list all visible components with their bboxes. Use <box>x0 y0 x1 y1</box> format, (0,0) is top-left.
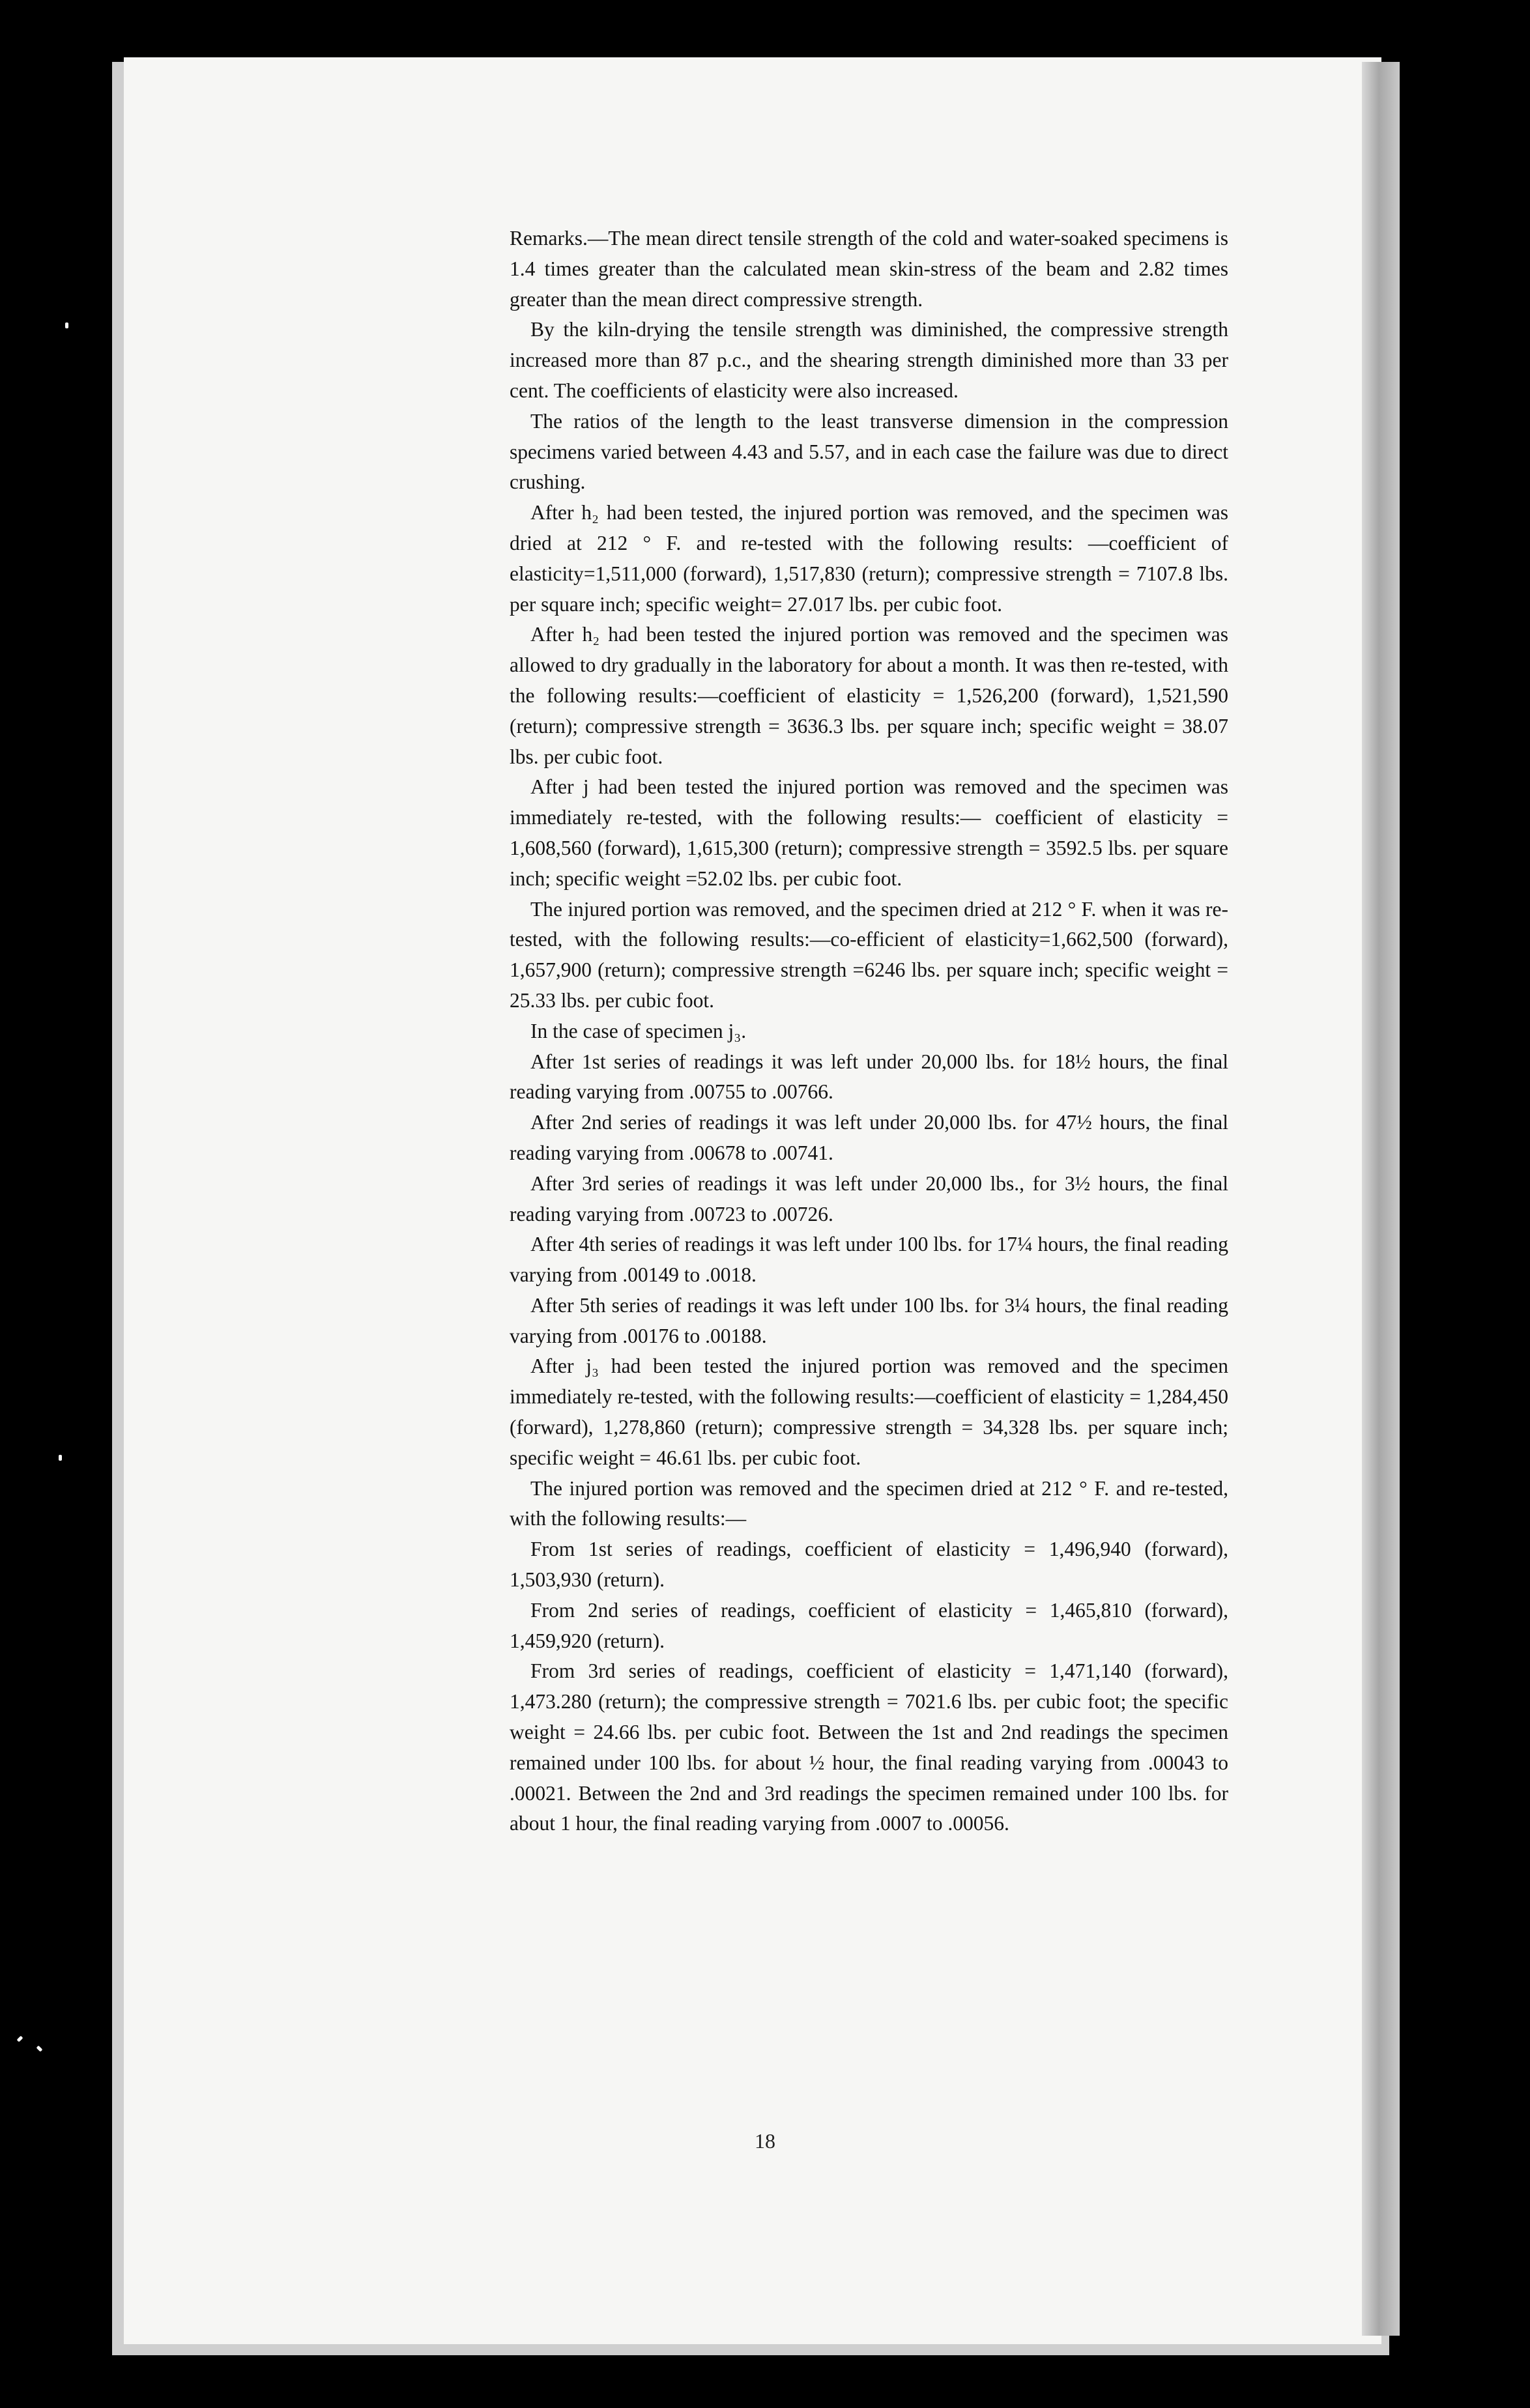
paragraph: The injured portion was removed, and the specimen dried at 212 ° F. when it was re-tested, with the following results:—co-efficient of elasticity=1,662,500 (forward), 1,657,900 (return); compressive strength =6246 lbs. per square inch; specific weight = 25.33 lbs. per cubic foot. <box>510 897 1228 1012</box>
scan-speck <box>17 2036 23 2042</box>
paragraph: From 1st series of readings, coefficient of elasticity = 1,496,940 (forward), 1,503,930 (return). <box>510 1538 1228 1592</box>
paragraph: After j₃ had been tested the injured portion was removed and the specimen immediately re-tested, with the following results:—coefficient of elasticity = 1,284,450 (forward), 1,278,860 (return); compressive strength = 34,328 lbs. per square inch; specific weight = 46.61 lbs. per cubic foot. <box>510 1354 1228 1469</box>
paragraph: After 1st series of readings it was left under 20,000 lbs. for 18½ hours, the final reading varying from .00755 to .00766. <box>510 1050 1228 1104</box>
paragraph: The ratios of the length to the least transverse dimension in the compression specimens varied between 4.43 and 5.57, and in each case the failure was due to direct crushing. <box>510 409 1228 494</box>
scan-speck <box>36 2046 43 2052</box>
paragraph: After h₂ had been tested the injured portion was removed and the specimen was allowed to dry gradually in the laboratory for about a month. It was then re-tested, with the following results:—coefficient of elasticity = 1,526,200 (forward), 1,521,590 (return); compressive strength = 3636.3 lbs. per square inch; specific weight = 38.07 lbs. per cubic foot. <box>510 623 1228 768</box>
paragraph: After 4th series of readings it was left under 100 lbs. for 17¼ hours, the final reading varying from .00149 to .0018. <box>510 1233 1228 1287</box>
paragraph: From 3rd series of readings, coefficient of elasticity = 1,471,140 (forward), 1,473.280 (return); the compressive strength = 7021.6 lbs. per cubic foot; the specific weight = 24.66 lbs. per cubic foot. Between the 1st and 2nd readings the specimen remained under 100 lbs. for about ½ hour, the final reading varying from .00043 to .00021. Between the 2nd and 3rd readings the specimen remained under 100 lbs. for about 1 hour, the final reading varying from .0007 to .00056. <box>510 1659 1228 1835</box>
paragraph-remarks: Remarks.—The mean direct tensile strength of the cold and water-soaked specimens is 1.4 times greater than the calculated mean skin-stress of the beam and 2.82 times greater than the mean direct compressive strength. <box>510 227 1228 311</box>
paragraph: After 3rd series of readings it was left under 20,000 lbs., for 3½ hours, the final reading varying from .00723 to .00726. <box>510 1171 1228 1226</box>
scan-speck <box>65 322 68 328</box>
page-edge-strip <box>1362 62 1400 2336</box>
paragraph: After h₂ had been tested, the injured portion was removed, and the specimen was dried at 212 ° F. and re-tested with the following results: —coefficient of elasticity=1,511,000 (forward), 1,517,830 (return); compressive strength = 7107.8 lbs. per square inch; specific weight= 27.017 lbs. per cubic foot. <box>510 501 1228 616</box>
paragraph: From 2nd series of readings, coefficient of elasticity = 1,465,810 (forward), 1,459,920 (return). <box>510 1598 1228 1652</box>
paragraph: The injured portion was removed and the specimen dried at 212 ° F. and re-tested, with the following results:— <box>510 1476 1228 1530</box>
page-number: 18 <box>755 2129 775 2153</box>
paragraph: After 5th series of readings it was left under 100 lbs. for 3¼ hours, the final reading varying from .00176 to .00188. <box>510 1293 1228 1347</box>
paragraph: After j had been tested the injured portion was removed and the specimen was immediately re-tested, with the following results:— coefficient of elasticity = 1,608,560 (forward), 1,615,300 (return); compressive strength = 3592.5 lbs. per square inch; specific weight =52.02 lbs. per cubic foot. <box>510 775 1228 890</box>
paragraph: After 2nd series of readings it was left under 20,000 lbs. for 47½ hours, the final reading varying from .00678 to .00741. <box>510 1111 1228 1164</box>
paragraph: In the case of specimen j₃. <box>530 1019 747 1042</box>
body-text <box>510 223 1228 1839</box>
scan-speck <box>59 1455 62 1461</box>
paragraph: By the kiln-drying the tensile strength was diminished, the compressive strength increased more than 87 p.c., and the shearing strength diminished more than 33 per cent. The coefficients of elasticity were also increased. <box>510 318 1228 402</box>
